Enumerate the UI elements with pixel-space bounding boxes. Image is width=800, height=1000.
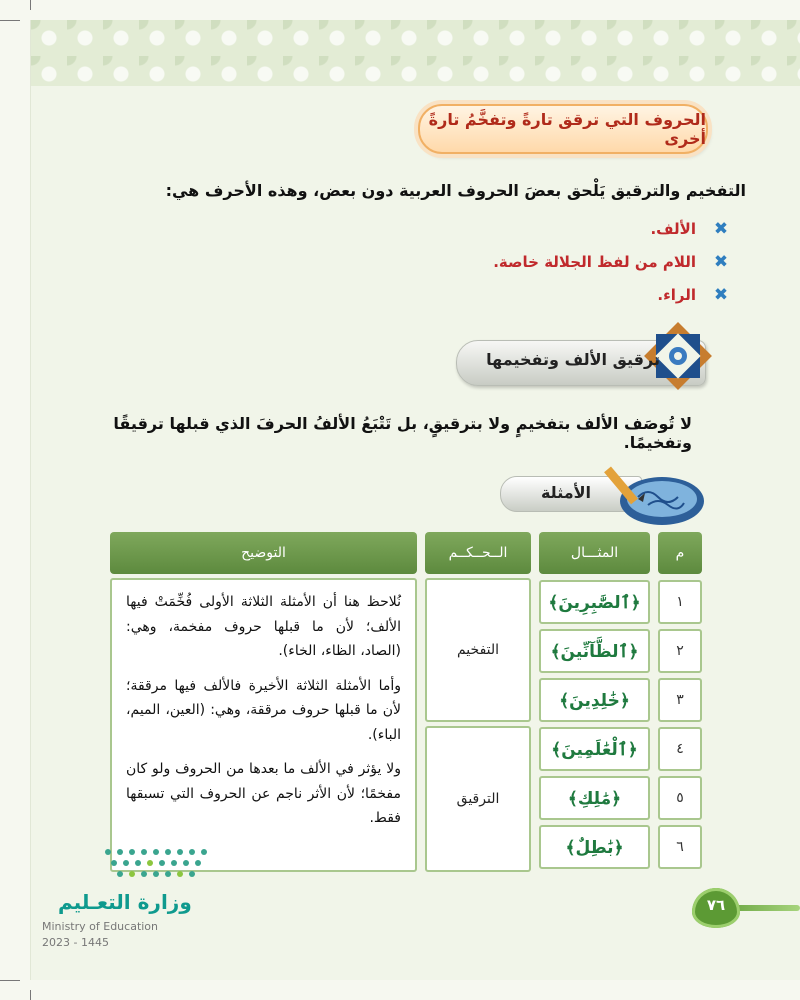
- row-number: ١: [658, 580, 702, 624]
- blue-flower-icon: ✖: [713, 219, 729, 239]
- crop-mark: [30, 0, 31, 10]
- edition-year: 2023 - 1445: [42, 936, 109, 949]
- letter-item: [430, 284, 730, 306]
- explanation-paragraph: وأما الأمثلة الثلاثة الأخيرة فالألف فيها مرققة؛ لأن ما قبلها حروف مرققة، وهي: (العين، الميم، الباء).: [126, 677, 401, 743]
- example-word: ﴿ٱلْعَٰلَمِينَ﴾: [539, 727, 650, 771]
- example-word: ﴿مَٰلِكِ﴾: [539, 776, 650, 820]
- crop-mark: [0, 20, 20, 21]
- pencil-plate-icon: [598, 455, 708, 529]
- crop-mark: [0, 980, 20, 981]
- row-number: ٦: [658, 825, 702, 869]
- explanation-cell: [110, 578, 417, 872]
- example-word: ﴿ٱلصَّٰبِرِينَ﴾: [539, 580, 650, 624]
- row-number: ٢: [658, 629, 702, 673]
- examples-label: الأمثلة: [540, 483, 592, 502]
- blue-flower-icon: ✖: [713, 252, 729, 272]
- ministry-logo-icon: [100, 846, 212, 880]
- letter-text: الراء.: [657, 286, 696, 304]
- subsection-title: ترقيق الألف وتفخيمها: [486, 350, 660, 369]
- ministry-name-ar: وزارة التعـليم: [58, 890, 192, 914]
- examples-table: [110, 532, 702, 872]
- header-pattern: [31, 20, 800, 86]
- blue-flower-icon: ✖: [713, 285, 729, 305]
- rule-text: لا تُوصَف الألف بتفخيمٍ ولا بترقيقٍ، بل تَتْبَعُ الألفُ الحرفَ الذي قبلها ترقيقًا وتفخيمًا.: [113, 414, 692, 452]
- section-title: [418, 104, 708, 154]
- letter-item: [430, 251, 730, 273]
- explanation-paragraph: ولا يؤثر في الألف ما بعدها من الحروف ولو كان مفخمًا؛ لأن الأثر ناجم عن الحروف التي تسبقها فقط.: [126, 761, 401, 826]
- rule-tarqiq: الترقيق: [425, 726, 531, 872]
- header-explanation: التوضيح: [110, 532, 417, 574]
- example-word: ﴿ٱلظَّآنِّينَ﴾: [539, 629, 650, 673]
- row-number: ٣: [658, 678, 702, 722]
- crop-mark: [30, 990, 31, 1000]
- section-title-text: الحروف التي ترقق تارةً وتفخَّمُ تارةً أخرى: [428, 110, 706, 148]
- row-number: ٥: [658, 776, 702, 820]
- letter-text: الألف.: [650, 220, 696, 238]
- intro-text: التفخيم والترقيق يَلْحق بعضَ الحروف العربية دون بعض، وهذه الأحرف هي:: [165, 181, 746, 200]
- letter-item: [430, 218, 730, 240]
- header-num: م: [658, 532, 702, 574]
- example-word: ﴿خَٰلِدِينَ﴾: [539, 678, 650, 722]
- page-number: ٧٦: [706, 896, 726, 914]
- header-example: المثـــال: [539, 532, 650, 574]
- letter-text: اللام من لفظ الجلالة خاصة.: [493, 253, 696, 271]
- example-word: ﴿بَٰطِلٌ﴾: [539, 825, 650, 869]
- rule-tafkhim: التفخيم: [425, 578, 531, 722]
- row-number: ٤: [658, 727, 702, 771]
- explanation-paragraph: نُلاحظ هنا أن الأمثلة الثلاثة الأولى فُخِّمَتْ فيها الألف؛ لأن ما قبلها حروف مفخمة، وهي: (الصاد، الظاء، الخاء).: [126, 594, 401, 659]
- header-rule: الــحــكــم: [425, 532, 531, 574]
- ministry-name-en: Ministry of Education: [42, 920, 159, 933]
